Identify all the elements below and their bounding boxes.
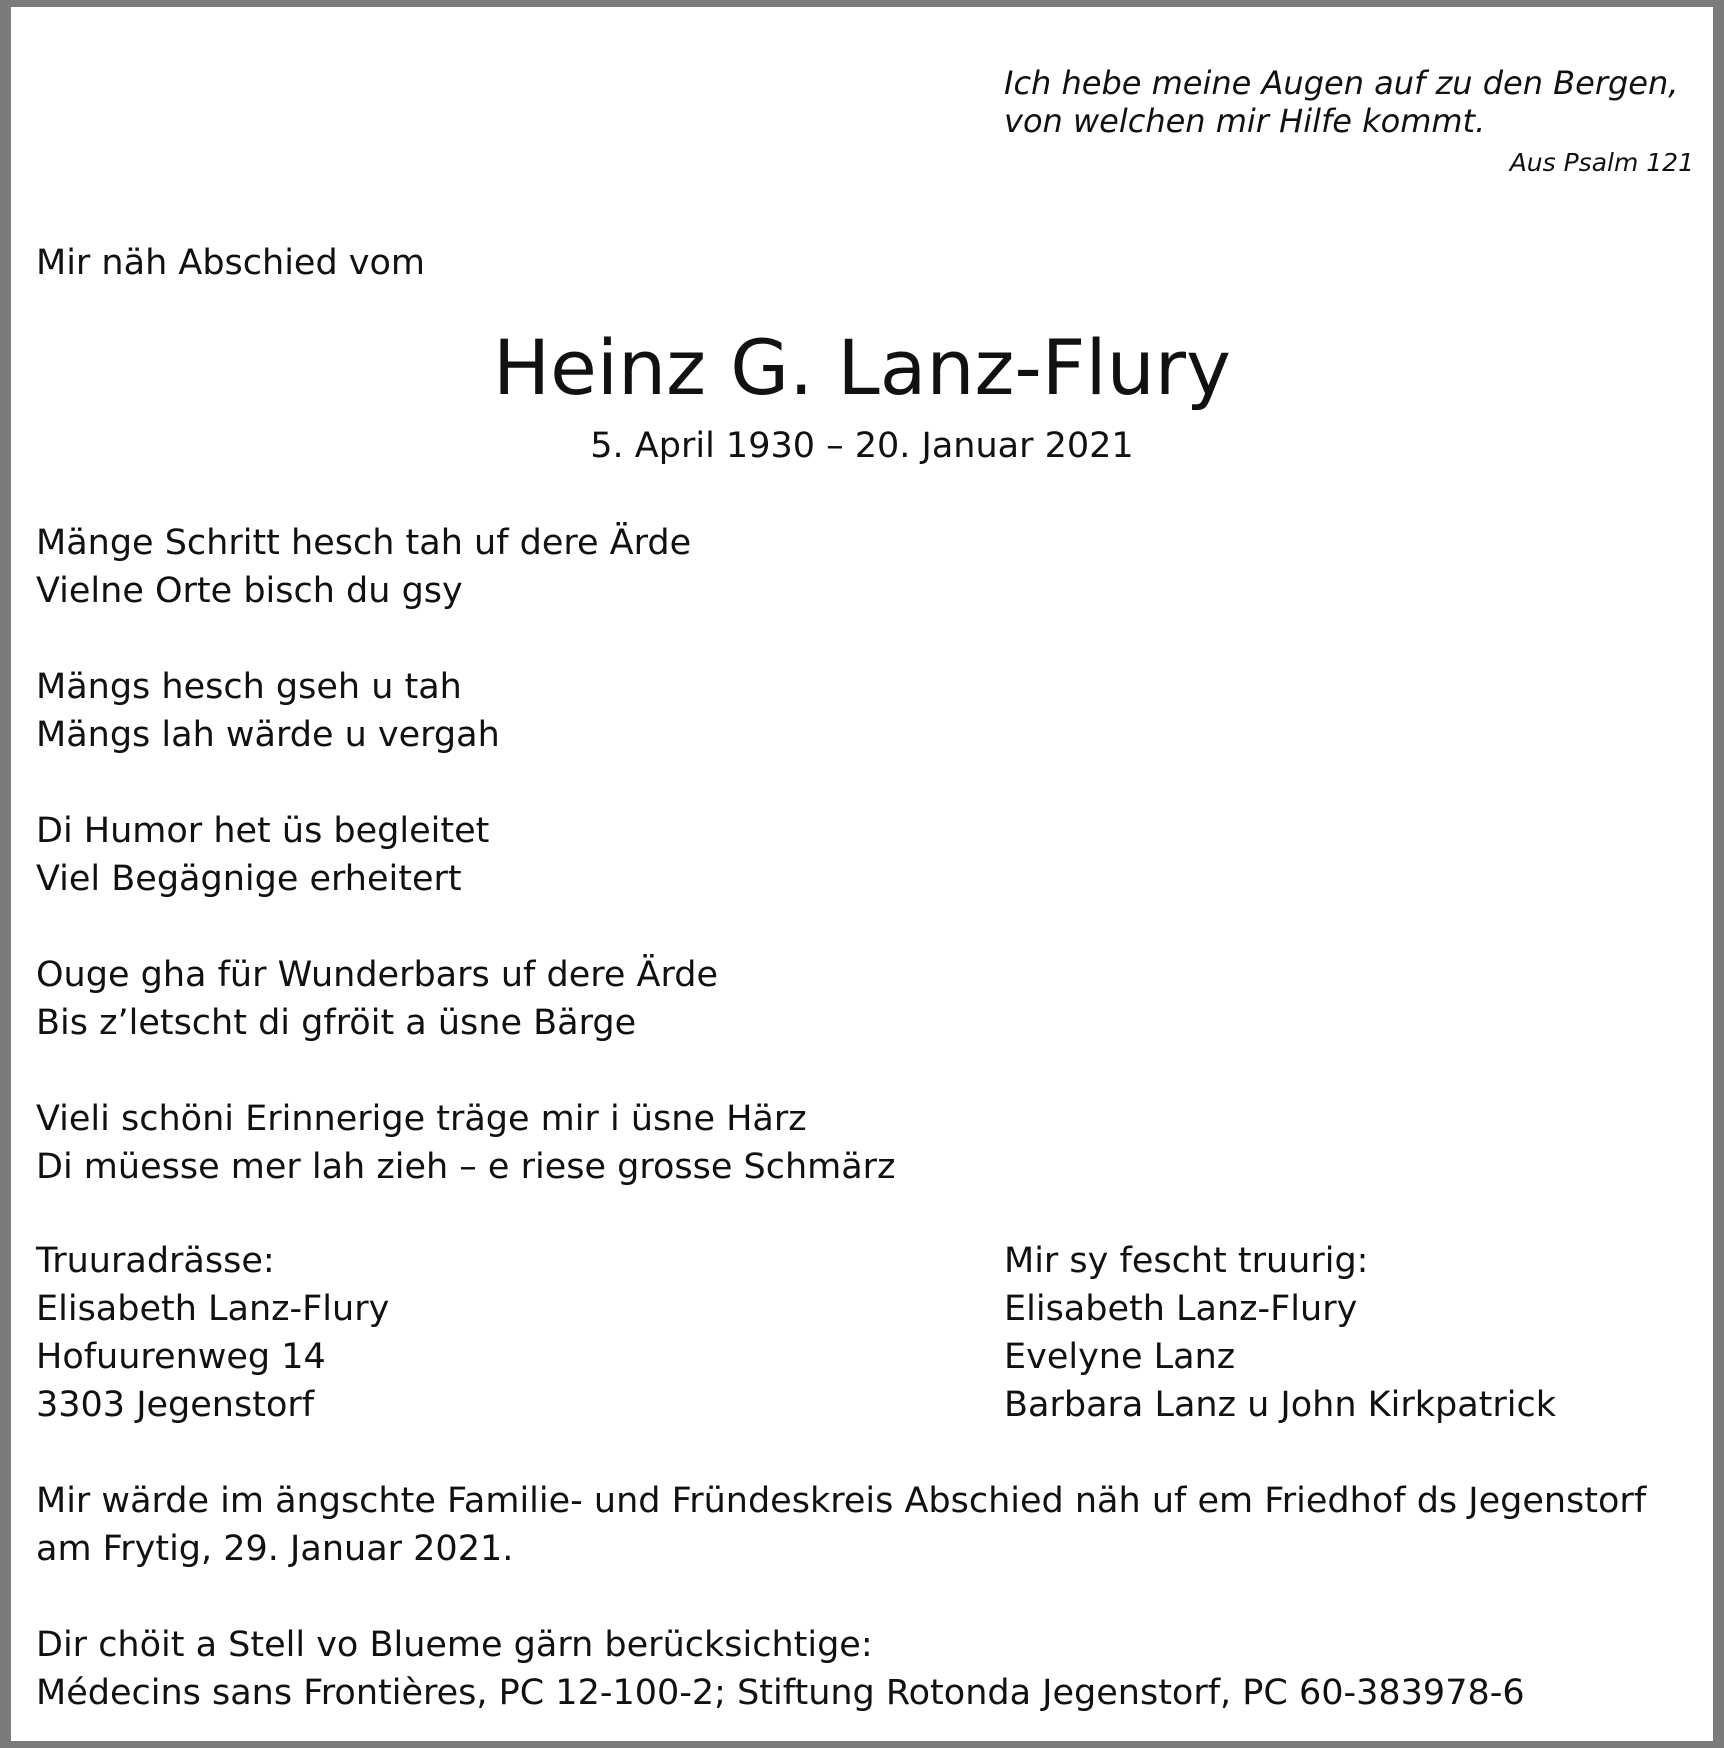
poem-line: Di müesse mer lah zieh – e riese grosse Schmärz <box>36 1147 896 1187</box>
psalm-quote <box>1004 64 1694 178</box>
poem-stanza <box>36 1095 895 1191</box>
mourner-name: Barbara Lanz u John Kirkpatrick <box>1004 1385 1556 1425</box>
burial-line: Mir wärde im ängschte Familie- und Fründeskreis Abschied näh uf em Friedhof ds Jegenstorf <box>36 1481 1647 1521</box>
donation-notice <box>36 1621 1525 1717</box>
poem-stanza <box>36 519 895 615</box>
mourners-heading: Mir sy fescht truurig: <box>1004 1241 1369 1281</box>
poem-line: Vielne Orte bisch du gsy <box>36 571 463 611</box>
poem-line: Vieli schöni Erinnerige träge mir i üsne Härz <box>36 1099 807 1139</box>
poem-line: Viel Begägnige erheitert <box>36 859 462 899</box>
poem-line: Mängs hesch gseh u tah <box>36 667 462 707</box>
psalm-source: Aus Psalm 121 <box>1509 148 1694 177</box>
mourning-address-heading: Truuradrässe: <box>36 1241 275 1281</box>
burial-line: am Frytig, 29. Januar 2021. <box>36 1529 514 1569</box>
donation-heading: Dir chöit a Stell vo Blueme gärn berücksichtige: <box>36 1625 873 1665</box>
deceased-name: Heinz G. Lanz-Flury <box>492 323 1232 412</box>
psalm-line: von welchen mir Hilfe kommt. <box>1004 102 1486 140</box>
intro-text: Mir näh Abschied vom <box>36 243 426 283</box>
poem-stanza <box>36 951 895 1047</box>
poem-line: Ouge gha für Wunderbars uf dere Ärde <box>36 955 719 995</box>
mourning-address-line: Hofuurenweg 14 <box>36 1337 326 1377</box>
burial-notice <box>36 1477 1646 1573</box>
poem-line: Bis z’letscht di gfröit a üsne Bärge <box>36 1003 637 1043</box>
poem-line: Di Humor het üs begleitet <box>36 811 490 851</box>
mourning-address-line: 3303 Jegenstorf <box>36 1385 315 1425</box>
psalm-line: Ich hebe meine Augen auf zu den Bergen, <box>1004 64 1679 102</box>
mourner-name: Elisabeth Lanz-Flury <box>1004 1289 1358 1329</box>
mourning-address-line: Elisabeth Lanz-Flury <box>36 1289 390 1329</box>
poem-line: Mängs lah wärde u vergah <box>36 715 500 755</box>
poem <box>36 519 895 1239</box>
mourner-name: Evelyne Lanz <box>1004 1337 1236 1377</box>
mourning-address <box>36 1237 389 1429</box>
mourners-list <box>1004 1237 1556 1429</box>
life-dates: 5. April 1930 – 20. Januar 2021 <box>590 426 1134 466</box>
poem-stanza <box>36 663 895 759</box>
poem-line: Mänge Schritt hesch tah uf dere Ärde <box>36 523 692 563</box>
poem-stanza <box>36 807 895 903</box>
donation-line: Médecins sans Frontières, PC 12-100-2; Stiftung Rotonda Jegenstorf, PC 60-383978-6 <box>36 1673 1525 1713</box>
